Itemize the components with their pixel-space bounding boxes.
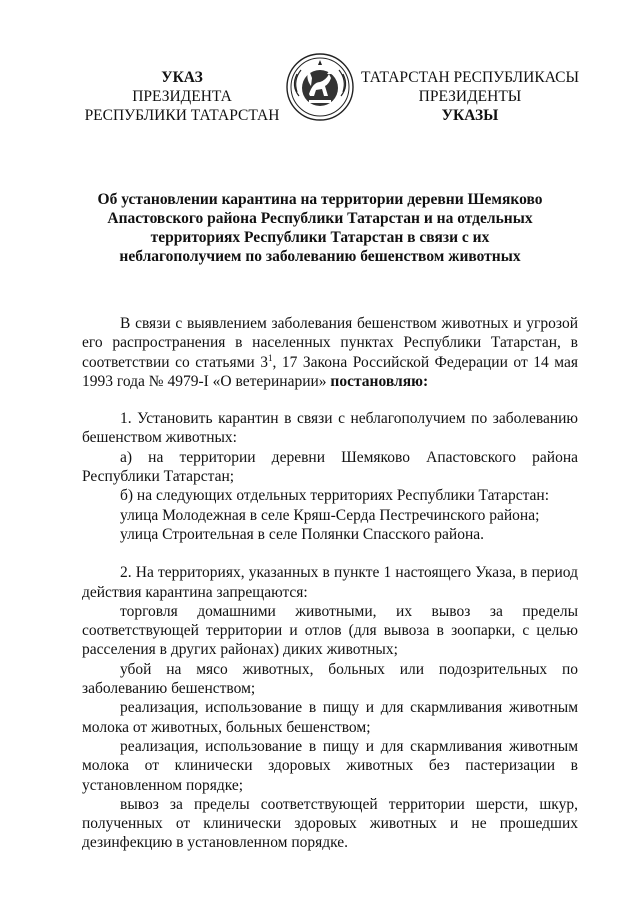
header-left-line2: ПРЕЗИДЕНТА — [132, 88, 232, 105]
item1-a: а) на территории деревни Шемяково Апастовского района Республики Татарстан; — [82, 448, 578, 486]
decree-colon: : — [422, 372, 429, 390]
header-right — [358, 68, 582, 125]
coat-of-arms-icon — [285, 52, 355, 122]
header-left — [84, 68, 280, 125]
document-title: Об установлении карантина на территории деревни Шемяково Апастовского района Республики Татарстан и на отдельных территориях Республики Татарстан в связи с их неблагополучием по заболеванию бешенством животных — [97, 191, 543, 265]
document-body — [82, 314, 578, 853]
header-right-line1: ТАТАРСТАН РЕСПУБЛИКАСЫ — [361, 69, 579, 86]
item2-bullet-2: убой на мясо животных, больных или подозрительных по заболеванию бешенством; — [82, 660, 578, 698]
preamble-part2: , 17 Закона Российской Федерации от 14 мая 1993 года № 4979-I «О ветеринарии» — [82, 353, 579, 390]
header-right-line3: УКАЗЫ — [441, 107, 499, 124]
item1-street1: улица Молодежная в селе Кряш-Серда Пестречинского района; — [120, 506, 540, 524]
item2-bullet-5: вывоз за пределы соответствующей территории шерсти, шкур, полученных от клинически здоровых животных и не прошедших дезинфекцию в установленном порядке. — [82, 795, 578, 852]
preamble-superscript: 1 — [267, 352, 273, 363]
header-left-line3: РЕСПУБЛИКИ ТАТАРСТАН — [84, 107, 280, 124]
item1-b: б) на следующих отдельных территориях Республики Татарстан: — [120, 487, 550, 505]
header-left-line1: УКАЗ — [161, 69, 203, 86]
decree-word: постановляю — [330, 372, 423, 390]
header-right-line2: ПРЕЗИДЕНТЫ — [418, 88, 522, 105]
item2-bullet-4: реализация, использование в пищу и для скармливания животным молока от клинически здоровых животных без пастеризации в установленном порядке; — [82, 737, 578, 794]
item2-text: 2. На территориях, указанных в пункте 1 настоящего Указа, в период действия карантина запрещаются: — [82, 564, 578, 601]
preamble — [82, 314, 578, 391]
item2-bullet-3: реализация, использование в пищу и для скармливания животным молока от животных, больных бешенством; — [82, 699, 578, 736]
preamble-part1: В связи с выявлением заболевания бешенством животных и угрозой его распространения в населенных пунктах Республики Татарстан, в соответствии со статьями 3 — [82, 315, 578, 371]
item2-bullet-1: торговля домашними животными, их вывоз за пределы соответствующей территории и отлов (для вывоза в зоопарки, с целью расселения в других районах) диких животных; — [82, 602, 578, 659]
item1-text: 1. Установить карантин в связи с неблагополучием по заболеванию бешенством животных: — [82, 410, 578, 447]
item1-street2: улица Строительная в селе Полянки Спасского района. — [120, 525, 484, 543]
